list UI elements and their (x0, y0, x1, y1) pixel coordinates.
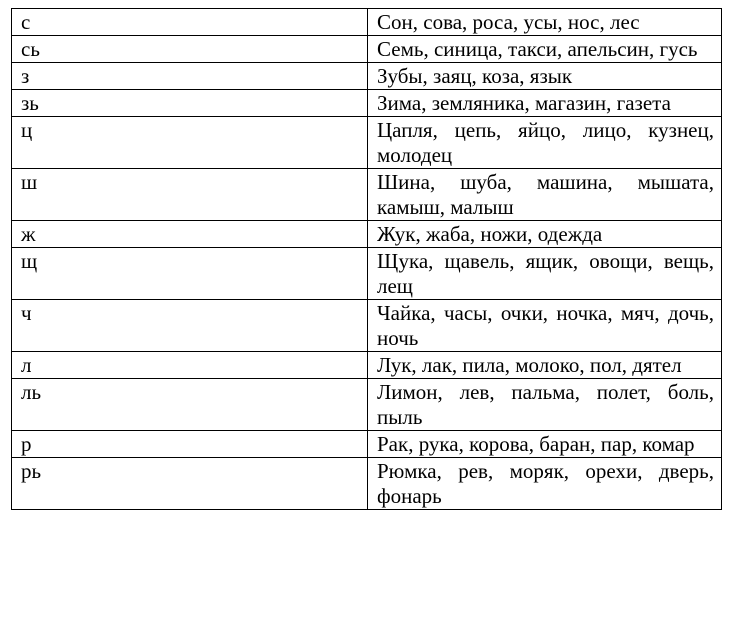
words-cell: Щука, щавель, ящик, овощи, вещь, лещ (368, 248, 722, 300)
table-row (12, 431, 722, 458)
table-row (12, 63, 722, 90)
table-row (12, 352, 722, 379)
table-row (12, 169, 722, 221)
table-row (12, 248, 722, 300)
sound-cell: рь (12, 458, 368, 510)
sound-cell: щ (12, 248, 368, 300)
sound-cell: р (12, 431, 368, 458)
sound-cell: с (12, 9, 368, 36)
sound-cell: з (12, 63, 368, 90)
words-cell: Шина, шуба, машина, мышата, камыш, малыш (368, 169, 722, 221)
table-row (12, 300, 722, 352)
sound-cell: л (12, 352, 368, 379)
sound-cell: зь (12, 90, 368, 117)
words-cell: Сон, сова, роса, усы, нос, лес (368, 9, 722, 36)
table-row (12, 36, 722, 63)
sound-cell: ч (12, 300, 368, 352)
words-cell: Чайка, часы, очки, ночка, мяч, дочь, ночь (368, 300, 722, 352)
words-cell: Лук, лак, пила, молоко, пол, дятел (368, 352, 722, 379)
sound-cell: ль (12, 379, 368, 431)
sound-cell: ц (12, 117, 368, 169)
words-cell: Рюмка, рев, моряк, орехи, дверь, фонарь (368, 458, 722, 510)
words-cell: Зима, земляника, магазин, газета (368, 90, 722, 117)
words-cell: Жук, жаба, ножи, одежда (368, 221, 722, 248)
words-cell: Семь, синица, такси, апельсин, гусь (368, 36, 722, 63)
sound-cell: ш (12, 169, 368, 221)
table-row (12, 221, 722, 248)
sounds-table-body (12, 9, 722, 510)
words-cell: Зубы, заяц, коза, язык (368, 63, 722, 90)
words-cell: Цапля, цепь, яйцо, лицо, кузнец, молодец (368, 117, 722, 169)
words-cell: Лимон, лев, пальма, полет, боль, пыль (368, 379, 722, 431)
sound-cell: ж (12, 221, 368, 248)
table-row (12, 117, 722, 169)
table-row (12, 379, 722, 431)
words-cell: Рак, рука, корова, баран, пар, комар (368, 431, 722, 458)
sound-cell: сь (12, 36, 368, 63)
sounds-table (11, 8, 722, 510)
table-row (12, 9, 722, 36)
table-row (12, 458, 722, 510)
table-row (12, 90, 722, 117)
